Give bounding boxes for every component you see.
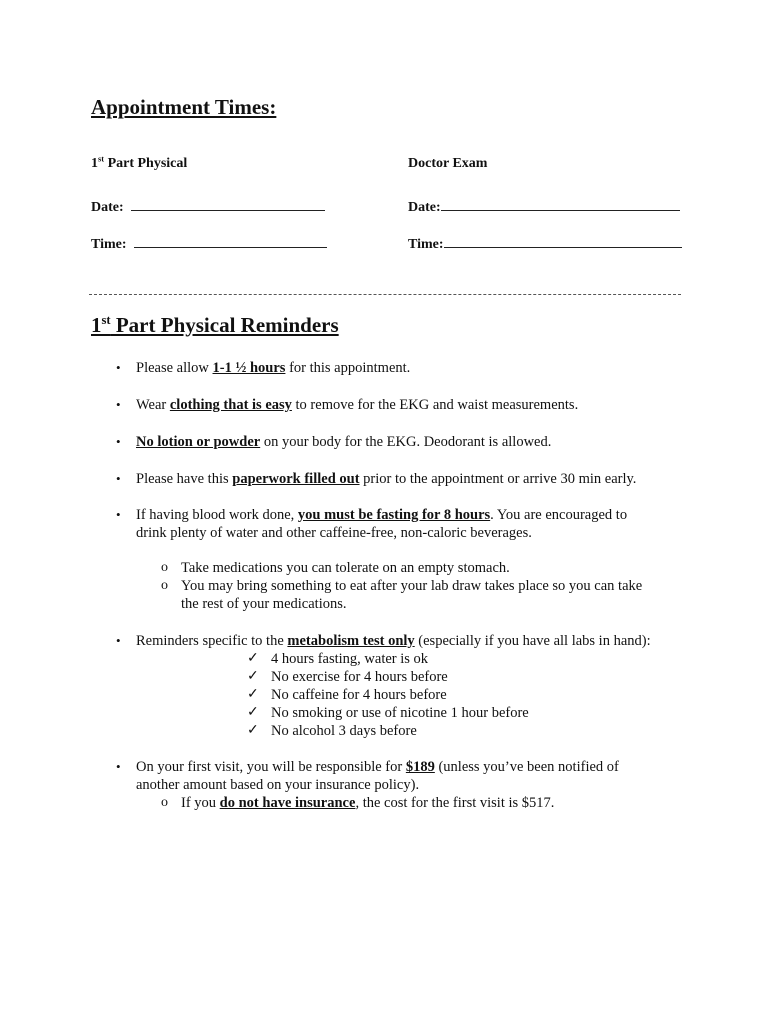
left-time-row xyxy=(91,234,327,253)
circle-bullet-icon: o xyxy=(161,578,168,593)
reminder-no-lotion xyxy=(136,433,551,451)
bullet-icon: • xyxy=(116,434,121,449)
text: (especially if you have all labs in hand): xyxy=(414,633,651,649)
left-time-label: Time: xyxy=(91,237,127,252)
check-icon: ✓ xyxy=(247,705,259,720)
text: On your first visit, you will be responsible for xyxy=(136,759,406,775)
check-icon: ✓ xyxy=(247,651,259,666)
right-time-label: Time: xyxy=(408,237,444,252)
text: Wear xyxy=(136,397,170,413)
left-date-label: Date: xyxy=(91,200,124,215)
heading-rest: Part Physical xyxy=(104,156,188,171)
heading-num: 1 xyxy=(91,156,98,171)
bullet-icon: • xyxy=(116,759,121,774)
text: prior to the appointment or arrive 30 min early. xyxy=(359,471,637,487)
text: for this appointment. xyxy=(285,360,411,376)
right-date-row xyxy=(408,197,680,216)
reminder-paperwork xyxy=(136,470,636,488)
check-item: No exercise for 4 hours before xyxy=(271,669,448,685)
text: Please allow xyxy=(136,360,213,376)
right-date-label: Date: xyxy=(408,200,441,215)
circle-bullet-icon: o xyxy=(161,560,168,575)
emphasis: paperwork filled out xyxy=(232,471,360,487)
left-date-field[interactable] xyxy=(131,197,325,211)
bullet-icon: • xyxy=(116,633,121,648)
check-item: No caffeine for 4 hours before xyxy=(271,687,447,703)
bullet-icon: • xyxy=(116,397,121,412)
emphasis: $189 xyxy=(405,759,435,775)
right-time-field[interactable] xyxy=(444,234,682,248)
check-item: No smoking or use of nicotine 1 hour before xyxy=(271,705,529,721)
reminder-first-visit xyxy=(136,758,619,776)
text: If having blood work done, xyxy=(136,507,298,523)
bullet-icon: • xyxy=(116,360,121,375)
text: (unless you’ve been notified of xyxy=(434,759,619,775)
emphasis: do not have insurance xyxy=(219,795,356,811)
emphasis: metabolism test only xyxy=(287,633,415,649)
check-item: 4 hours fasting, water is ok xyxy=(271,651,429,667)
check-item: No alcohol 3 days before xyxy=(271,723,417,739)
reminder-clothing xyxy=(136,396,578,414)
section-divider xyxy=(89,294,681,295)
left-time-field[interactable] xyxy=(134,234,327,248)
text: , the cost for the first visit is $517. xyxy=(355,795,555,811)
text: on your body for the EKG. Deodorant is allowed. xyxy=(260,434,552,450)
reminder-fasting xyxy=(136,506,627,524)
reminder-metabolism xyxy=(136,632,651,650)
reminder-fasting-line2: drink plenty of water and other caffeine-free, non-caloric beverages. xyxy=(136,525,532,541)
check-icon: ✓ xyxy=(247,669,259,684)
left-date-row xyxy=(91,197,325,216)
first-part-physical-heading xyxy=(91,156,187,172)
circle-bullet-icon: o xyxy=(161,795,168,810)
reminder-first-visit-line2: another amount based on your insurance policy). xyxy=(136,777,420,793)
emphasis: you must be fasting for 8 hours xyxy=(297,507,491,523)
emphasis: clothing that is easy xyxy=(169,397,292,413)
emphasis: No lotion or powder xyxy=(136,434,261,450)
right-time-row xyxy=(408,234,682,253)
sub-bring-food-line2: the rest of your medications. xyxy=(181,596,347,612)
reminders-title xyxy=(91,313,339,338)
text: Reminders specific to the xyxy=(136,633,288,649)
heading-sup: st xyxy=(98,154,105,164)
check-icon: ✓ xyxy=(247,723,259,738)
bullet-icon: • xyxy=(116,471,121,486)
emphasis: 1-1 ½ hours xyxy=(212,360,286,376)
doctor-exam-heading: Doctor Exam xyxy=(408,156,488,171)
text: If you xyxy=(181,795,220,811)
bullet-icon: • xyxy=(116,507,121,522)
text: . You are encouraged to xyxy=(490,507,628,523)
title-rest: Part Physical Reminders xyxy=(110,313,339,337)
appointment-times-title: Appointment Times: xyxy=(91,95,277,119)
right-date-field[interactable] xyxy=(441,197,680,211)
sub-bring-food: You may bring something to eat after your lab draw takes place so you can take xyxy=(181,578,643,594)
text: Please have this xyxy=(136,471,233,487)
reminder-allow-time xyxy=(136,359,410,377)
sub-medications: Take medications you can tolerate on an empty stomach. xyxy=(181,560,510,576)
text: to remove for the EKG and waist measurements. xyxy=(291,397,579,413)
title-num: 1 xyxy=(91,313,102,337)
check-icon: ✓ xyxy=(247,687,259,702)
title-sup: st xyxy=(101,313,111,327)
sub-no-insurance xyxy=(181,794,554,812)
